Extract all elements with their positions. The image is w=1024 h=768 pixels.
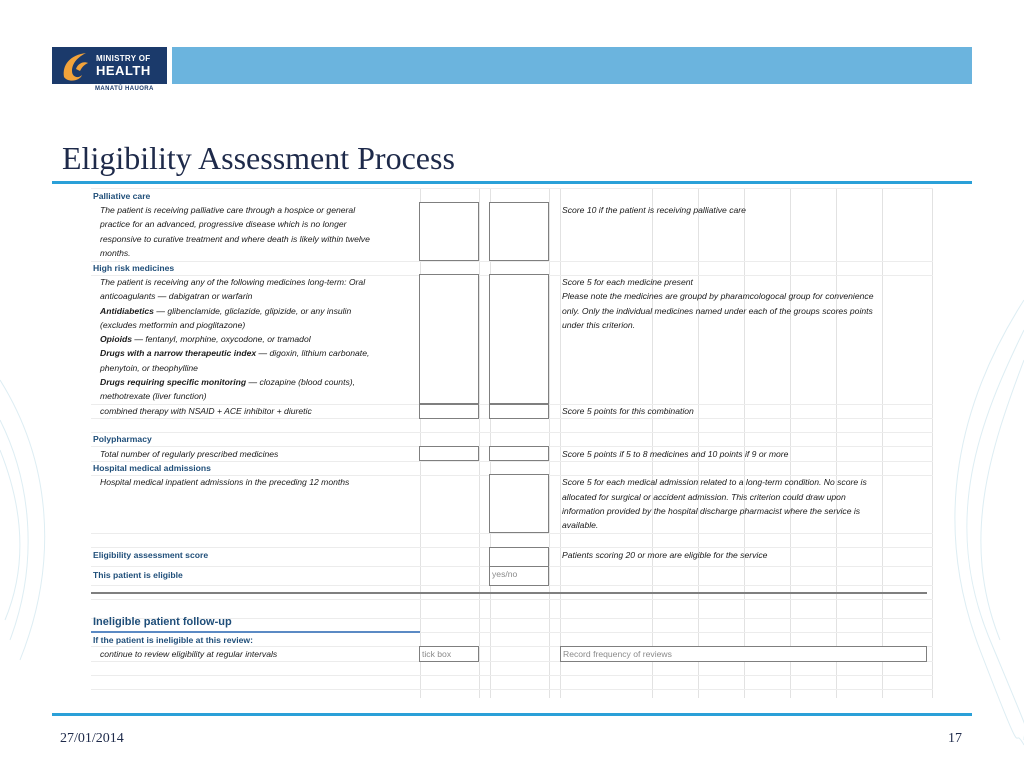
monitoring-list: — clozapine (blood counts), — [246, 377, 356, 387]
logo-line2: HEALTH — [96, 63, 151, 78]
grid-col — [790, 188, 791, 698]
polypharmacy-input-box[interactable] — [419, 446, 479, 461]
polypharmacy-score-note: Score 5 points if 5 to 8 medicines and 10 points if 9 or more — [562, 449, 789, 459]
high-risk-line: (excludes metformin and pioglitazone) — [100, 320, 246, 330]
title-divider — [52, 181, 972, 184]
tick-box-text: tick box — [422, 649, 452, 659]
grid-row — [91, 599, 933, 600]
high-risk-heading: High risk medicines — [93, 263, 175, 273]
header-bar — [172, 47, 972, 84]
high-risk-line: methotrexate (liver function) — [100, 391, 207, 401]
palliative-score-note: Score 10 if the patient is receiving palliative care — [562, 205, 746, 215]
grid-row — [91, 261, 933, 262]
footer-date: 27/01/2014 — [60, 731, 124, 746]
monitoring-label: Drugs requiring specific monitoring — [100, 377, 247, 387]
polypharmacy-line: Total number of regularly prescribed medicines — [100, 449, 279, 459]
grid-col — [882, 188, 883, 698]
hospital-score-box[interactable] — [489, 474, 549, 533]
grid-col — [490, 188, 491, 698]
grid-col — [932, 188, 933, 698]
palliative-input-box[interactable] — [419, 202, 479, 261]
grid-col — [549, 188, 550, 698]
hospital-score-note: available. — [562, 520, 599, 530]
eligible-label: This patient is eligible — [93, 570, 183, 580]
combo-input-box[interactable] — [419, 404, 479, 419]
narrow-index-label: Drugs with a narrow therapeutic index — [100, 348, 257, 358]
polypharmacy-heading: Polypharmacy — [93, 434, 152, 444]
combo-score-note: Score 5 points for this combination — [562, 406, 694, 416]
polypharmacy-score-box[interactable] — [489, 446, 549, 461]
slide-title: Eligibility Assessment Process — [62, 140, 455, 176]
eligibility-score-box[interactable] — [489, 547, 549, 567]
grid-col — [479, 188, 480, 698]
grid-row — [91, 533, 933, 534]
ministry-logo — [52, 47, 167, 84]
hospital-score-note: allocated for surgical or accident admission. This criterion could draw upon — [562, 492, 846, 502]
high-risk-line — [100, 346, 369, 360]
hospital-score-note: Score 5 for each medical admission related to a long-term condition. No score is — [562, 477, 867, 487]
footer-divider — [52, 713, 972, 716]
followup-heading: Ineligible patient follow-up — [93, 616, 232, 628]
grid-col — [744, 188, 745, 698]
opioids-label: Opioids — [100, 334, 132, 344]
grid-col — [420, 188, 421, 698]
hospital-heading: Hospital medical admissions — [93, 463, 211, 473]
high-risk-score-note: under this criterion. — [562, 320, 636, 330]
grid-row — [91, 432, 933, 433]
antidiabetics-label: Antidiabetics — [100, 306, 154, 316]
high-risk-line — [100, 332, 311, 346]
high-risk-input-box[interactable] — [419, 274, 479, 404]
narrow-index-list: — digoxin, lithium carbonate, — [256, 348, 370, 358]
hospital-line: Hospital medical inpatient admissions in the preceding 12 months — [100, 477, 350, 487]
combo-score-box[interactable] — [489, 404, 549, 419]
high-risk-score-note: Score 5 for each medicine present — [562, 277, 693, 287]
high-risk-score-note: only. Only the individual medicines named under each of the groups scores points — [562, 306, 873, 316]
review-frequency-text: Record frequency of reviews — [563, 649, 672, 659]
grid-col — [836, 188, 837, 698]
high-risk-line — [100, 304, 351, 318]
grid-row — [91, 675, 933, 676]
assessment-sheet — [91, 188, 933, 698]
eligible-yes-no-text: yes/no — [492, 569, 518, 579]
palliative-line: months. — [100, 248, 131, 258]
grid-col — [698, 188, 699, 698]
palliative-line: The patient is receiving palliative care through a hospice or general — [100, 205, 356, 215]
high-risk-score-note: Please note the medicines are groupd by pharamcologocal group for convenience — [562, 291, 874, 301]
antidiabetics-list: — glibenclamide, gliclazide, glipizide, or any insulin — [153, 306, 352, 316]
high-risk-line — [100, 375, 355, 389]
logo-line1: MINISTRY OF — [96, 54, 151, 63]
palliative-line: practice for an advanced, progressive disease which is no longer — [100, 219, 347, 229]
fern-icon — [56, 47, 96, 84]
followup-subheading: If the patient is ineligible at this review: — [93, 635, 253, 645]
opioids-list: — fentanyl, morphine, oxycodone, or tramadol — [132, 334, 311, 344]
hospital-score-note: information provided by the hospital discharge pharmacist where the service is — [562, 506, 861, 516]
high-risk-score-box[interactable] — [489, 274, 549, 404]
page-number: 17 — [948, 731, 962, 746]
palliative-heading: Palliative care — [93, 191, 151, 201]
grid-row — [91, 188, 933, 189]
followup-line: continue to review eligibility at regular intervals — [100, 649, 278, 659]
high-risk-line: The patient is receiving any of the following medicines long-term: Oral — [100, 277, 366, 287]
palliative-score-box[interactable] — [489, 202, 549, 261]
grid-col — [560, 188, 561, 698]
eligibility-score-heading: Eligibility assessment score — [93, 550, 209, 560]
combo-therapy-line: combined therapy with NSAID + ACE inhibitor + diuretic — [100, 406, 312, 416]
grid-row — [91, 689, 933, 690]
section-divider — [91, 592, 927, 594]
logo-subtitle: MANATŪ HAUORA — [95, 86, 154, 92]
eligibility-note: Patients scoring 20 or more are eligible for the service — [562, 550, 768, 560]
palliative-line: responsive to curative treatment and where death is likely within twelve — [100, 234, 370, 244]
high-risk-line: anticoagulants — dabigatran or warfarin — [100, 291, 253, 301]
high-risk-line: phenytoin, or theophylline — [100, 363, 198, 373]
grid-col — [652, 188, 653, 698]
